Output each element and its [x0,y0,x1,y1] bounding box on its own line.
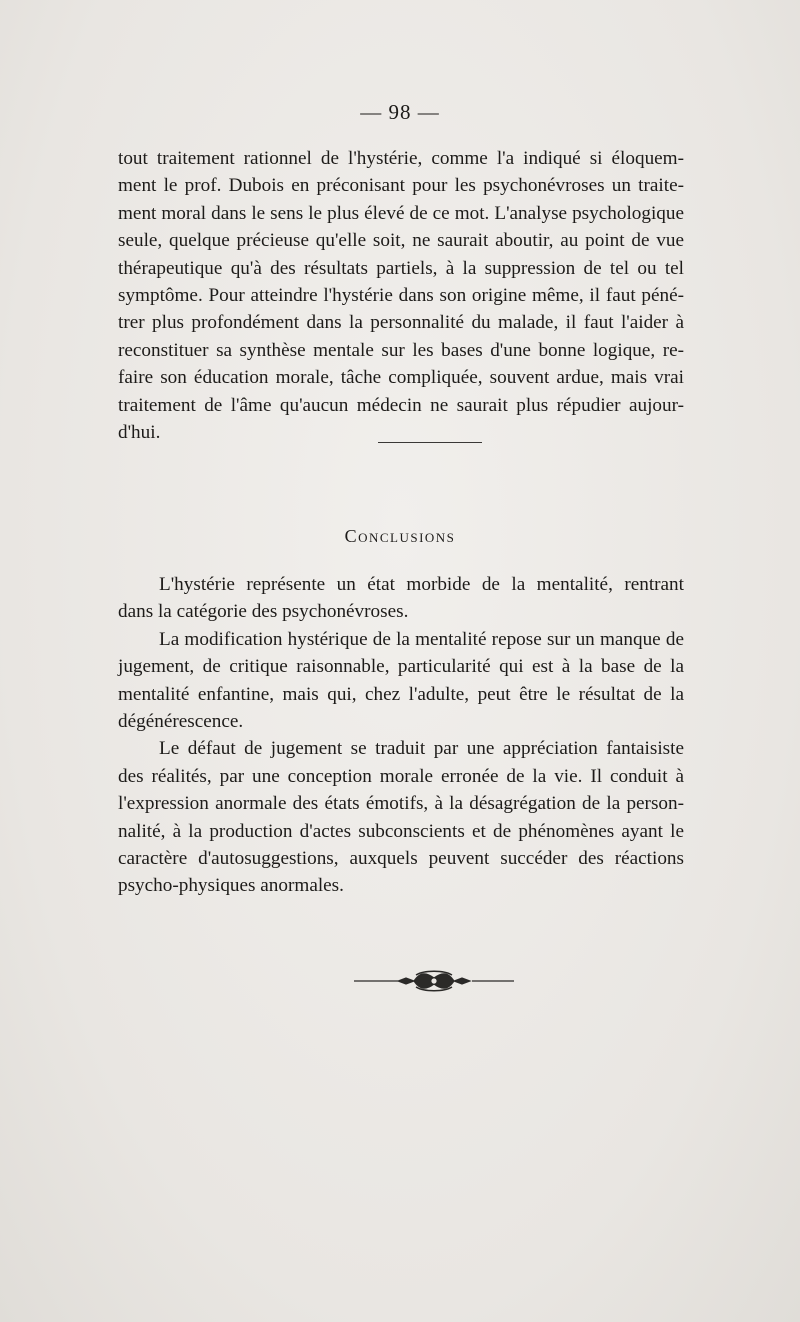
text-line: psycho-physiques anormales. [118,875,344,897]
text-line: caractère d'autosuggestions, auxquels peuvent succéder des réactions [118,848,684,870]
text-line: seule, quelque précieuse qu'elle soit, ne saurait aboutir, au point de vue [118,230,684,252]
text-line: dégénérescence. [118,711,244,733]
page-number: — 98 — [360,100,440,124]
conclusion-paragraph [118,735,684,899]
section-heading: Conclusions [344,526,456,546]
text-line: reconstituer sa synthèse mentale sur les bases d'une bonne logique, re- [118,339,684,361]
text-line: mentalité enfantine, mais qui, chez l'adulte, peut être le résultat de la [118,683,684,705]
text-line: d'hui. [118,422,161,444]
text-line: nalité, à la production d'actes subconscients et de phénomènes ayant le [118,820,684,842]
text-line: ment le prof. Dubois en préconisant pour les psychonévroses un traite- [118,175,684,197]
text-line: traitement de l'âme qu'aucun médecin ne saurait plus répudier aujour- [118,394,684,416]
text-line: L'hystérie représente un état morbide de la mentalité, rentrant [159,574,684,595]
text-line: thérapeutique qu'à des résultats partiels, à la suppression de tel ou tel [118,257,684,279]
text-line: jugement, de critique raisonnable, particularité qui est à la base de la [118,656,684,678]
text-line: Le défaut de jugement se traduit par une appréciation fantaisiste [159,738,684,760]
text-line: dans la catégorie des psychonévroses. [118,601,409,623]
tailpiece-ornament-icon [354,966,514,996]
section-divider [378,442,482,443]
text-line: tout traitement rationnel de l'hystérie, comme l'a indiqué si éloquem- [118,148,684,169]
text-line: La modification hystérique de la mentalité repose sur un manque de [159,628,684,650]
paragraph-top [118,145,684,446]
conclusion-paragraph [118,571,684,626]
text-line: symptôme. Pour atteindre l'hystérie dans son origine même, il faut péné- [118,285,684,307]
text-line: ment moral dans le sens le plus élevé de ce mot. L'analyse psychologique [118,202,684,224]
text-line: faire son éducation morale, tâche compliquée, souvent ardue, mais vrai [118,367,684,389]
text-line: trer plus profondément dans la personnalité du malade, il faut l'aider à [118,312,684,334]
conclusions-text [118,571,684,900]
text-line: des réalités, par une conception morale erronée de la vie. Il conduit à [118,765,684,787]
text-line: l'expression anormale des états émotifs, à la désagrégation de la person- [118,793,684,815]
conclusion-paragraph [118,626,684,736]
